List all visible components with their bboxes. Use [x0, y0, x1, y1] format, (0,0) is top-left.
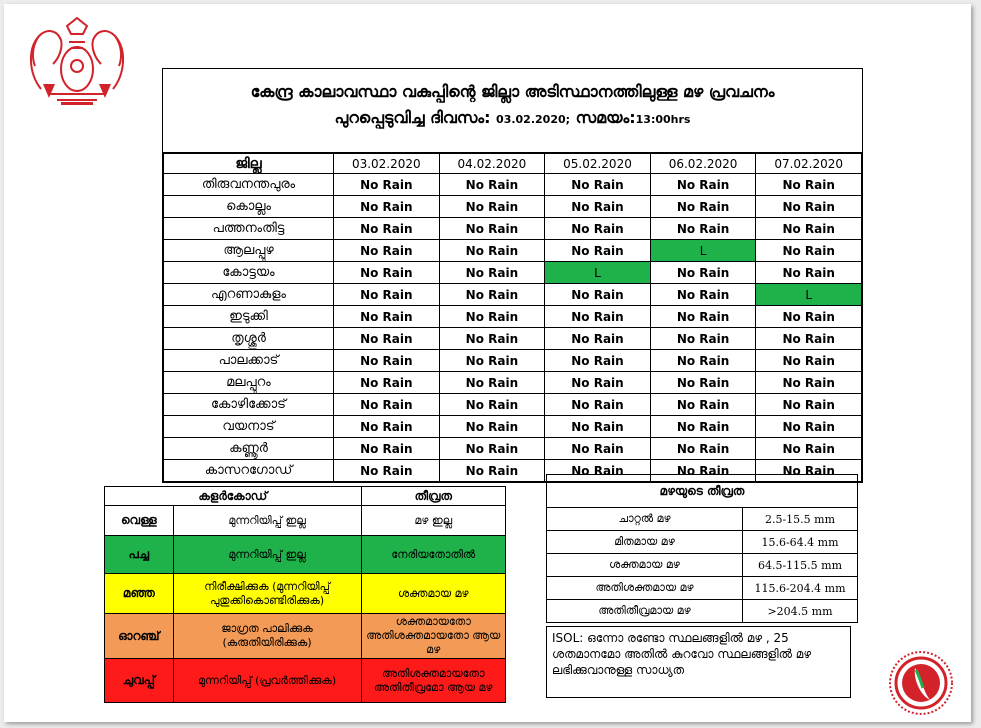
- intensity-range: 115.6-204.4 mm: [743, 577, 858, 600]
- table-row: [164, 416, 862, 438]
- forecast-cell: No Rain: [756, 438, 862, 460]
- forecast-cell: No Rain: [650, 460, 756, 482]
- forecast-cell: No Rain: [545, 306, 651, 328]
- forecast-cell: L: [545, 262, 651, 284]
- forecast-cell: No Rain: [545, 240, 651, 262]
- table-row: [164, 306, 862, 328]
- time-label: സമയം:: [575, 108, 636, 127]
- district-name: കോട്ടയം: [164, 262, 334, 284]
- color-name: വെള്ള: [105, 506, 174, 536]
- district-name: കോഴിക്കോട്: [164, 394, 334, 416]
- forecast-cell: No Rain: [439, 284, 545, 306]
- district-name: തിരുവനന്തപുരം: [164, 174, 334, 196]
- district-name: കണ്ണൂർ: [164, 438, 334, 460]
- forecast-cell: No Rain: [545, 350, 651, 372]
- forecast-panel: [162, 68, 863, 483]
- kerala-emblem-icon: [21, 14, 133, 110]
- forecast-cell: No Rain: [545, 372, 651, 394]
- alert-text: ജാഗ്രത പാലിക്കുക (കരുതിയിരിക്കുക): [173, 614, 361, 659]
- forecast-cell: No Rain: [650, 218, 756, 240]
- forecast-cell: No Rain: [756, 306, 862, 328]
- forecast-cell: No Rain: [439, 394, 545, 416]
- table-row: [164, 240, 862, 262]
- forecast-cell: No Rain: [756, 262, 862, 284]
- intensity-label: അതിശക്തമായ മഴ: [547, 577, 743, 600]
- forecast-cell: No Rain: [756, 218, 862, 240]
- forecast-cell: No Rain: [650, 328, 756, 350]
- forecast-cell: No Rain: [545, 218, 651, 240]
- forecast-cell: No Rain: [650, 262, 756, 284]
- forecast-cell: No Rain: [756, 240, 862, 262]
- intensity-range: 2.5-15.5 mm: [743, 508, 858, 531]
- forecast-cell: No Rain: [439, 460, 545, 482]
- table-row: [164, 262, 862, 284]
- date-column-header: 04.02.2020: [439, 154, 545, 174]
- district-name: പാലക്കാട്: [164, 350, 334, 372]
- table-row: [164, 394, 862, 416]
- color-name: ഓറഞ്ച്: [105, 614, 174, 659]
- forecast-cell: No Rain: [545, 438, 651, 460]
- color-name: പച്ച: [105, 536, 174, 574]
- issued-line: [163, 108, 862, 128]
- forecast-cell: No Rain: [545, 460, 651, 482]
- forecast-cell: No Rain: [545, 416, 651, 438]
- intensity-label: അതിതീവ്രമായ മഴ: [547, 600, 743, 623]
- table-row: [164, 328, 862, 350]
- forecast-cell: No Rain: [756, 196, 862, 218]
- forecast-cell: No Rain: [334, 372, 440, 394]
- forecast-cell: No Rain: [545, 284, 651, 306]
- alert-text: മുന്നറിയിപ്പ് ഇല്ല: [173, 536, 361, 574]
- forecast-cell: No Rain: [334, 328, 440, 350]
- time-value: 13:00hrs: [635, 113, 691, 126]
- issued-label: പുറപ്പെടുവിച്ച ദിവസം:: [334, 108, 491, 127]
- forecast-cell: No Rain: [334, 284, 440, 306]
- forecast-cell: No Rain: [439, 372, 545, 394]
- district-name: തൃശ്ശൂർ: [164, 328, 334, 350]
- intensity-range: >204.5 mm: [743, 600, 858, 623]
- forecast-cell: No Rain: [756, 328, 862, 350]
- forecast-header-row: [164, 154, 862, 174]
- slide: [4, 4, 971, 722]
- alert-text: മുന്നറിയിപ്പ് (പ്രവർത്തിക്കുക): [173, 659, 361, 703]
- district-name: വയനാട്: [164, 416, 334, 438]
- forecast-cell: No Rain: [439, 416, 545, 438]
- intensity-text: മഴ ഇല്ല: [361, 506, 505, 536]
- forecast-cell: L: [756, 284, 862, 306]
- intensity-label: മിതമായ മഴ: [547, 531, 743, 554]
- forecast-cell: No Rain: [756, 174, 862, 196]
- forecast-cell: No Rain: [545, 328, 651, 350]
- intensity-row: [547, 577, 858, 600]
- forecast-cell: No Rain: [439, 196, 545, 218]
- forecast-cell: No Rain: [334, 196, 440, 218]
- table-row: [164, 284, 862, 306]
- date-column-header: 05.02.2020: [545, 154, 651, 174]
- color-code-row: [105, 614, 506, 659]
- forecast-cell: No Rain: [545, 394, 651, 416]
- forecast-cell: No Rain: [439, 240, 545, 262]
- forecast-cell: No Rain: [650, 438, 756, 460]
- intensity-range: 15.6-64.4 mm: [743, 531, 858, 554]
- forecast-cell: No Rain: [650, 350, 756, 372]
- forecast-cell: No Rain: [334, 240, 440, 262]
- issued-date: 03.02.2020;: [496, 113, 571, 126]
- forecast-cell: No Rain: [439, 438, 545, 460]
- forecast-cell: No Rain: [334, 350, 440, 372]
- color-code-table: [104, 486, 506, 703]
- forecast-header: [163, 82, 862, 153]
- forecast-cell: No Rain: [334, 460, 440, 482]
- rain-intensity-table: [546, 474, 858, 623]
- color-name: മഞ്ഞ: [105, 574, 174, 614]
- color-name: ചുവപ്പ്: [105, 659, 174, 703]
- forecast-cell: No Rain: [439, 350, 545, 372]
- intensity-text: ശക്തമായ മഴ: [361, 574, 505, 614]
- isol-note: ISOL: ഒന്നോ രണ്ടോ സ്ഥലങ്ങളിൽ മഴ , 25 ശതമാനമോ അതിൽ കുറവോ സ്ഥലങ്ങളിൽ മഴ ലഭിക്കുവാനുള്ള സാധ്യത: [546, 626, 851, 698]
- table-row: [164, 350, 862, 372]
- intensity-row: [547, 531, 858, 554]
- color-code-header: കളർകോഡ്: [105, 487, 362, 506]
- intensity-row: [547, 600, 858, 623]
- intensity-title: മഴയുടെ തീവ്രത: [547, 475, 858, 508]
- forecast-table: [163, 153, 862, 482]
- forecast-cell: No Rain: [439, 174, 545, 196]
- color-code-row: [105, 506, 506, 536]
- page-title: കേന്ദ്ര കാലാവസ്ഥാ വകുപ്പിന്റെ ജില്ലാ അടിസ്ഥാനത്തിലുള്ള മഴ പ്രവചനം: [250, 82, 775, 101]
- intensity-row: [547, 508, 858, 531]
- forecast-cell: No Rain: [650, 174, 756, 196]
- intensity-header: തീവ്രത: [361, 487, 505, 506]
- district-name: ഇടുക്കി: [164, 306, 334, 328]
- table-row: [164, 218, 862, 240]
- intensity-label: ശക്തമായ മഴ: [547, 554, 743, 577]
- table-row: [164, 174, 862, 196]
- intensity-range: 64.5-115.5 mm: [743, 554, 858, 577]
- district-name: കൊല്ലം: [164, 196, 334, 218]
- table-row: [164, 196, 862, 218]
- color-code-row: [105, 536, 506, 574]
- forecast-cell: No Rain: [650, 416, 756, 438]
- intensity-text: നേരിയതോതിൽ: [361, 536, 505, 574]
- forecast-cell: No Rain: [334, 262, 440, 284]
- forecast-cell: No Rain: [650, 284, 756, 306]
- forecast-cell: L: [650, 240, 756, 262]
- forecast-cell: No Rain: [439, 306, 545, 328]
- alert-text: മുന്നറിയിപ്പ് ഇല്ല: [173, 506, 361, 536]
- forecast-cell: No Rain: [334, 218, 440, 240]
- forecast-cell: No Rain: [439, 328, 545, 350]
- district-name: കാസറഗോഡ്: [164, 460, 334, 482]
- intensity-title-row: [547, 475, 858, 508]
- table-row: [164, 372, 862, 394]
- alert-text: നിരീക്ഷിക്കുക (മുന്നറിയിപ്പ് പുതുക്കികൊണ്ടിരിക്കുക): [173, 574, 361, 614]
- date-column-header: 06.02.2020: [650, 154, 756, 174]
- date-column-header: 07.02.2020: [756, 154, 862, 174]
- district-name: എറണാകുളം: [164, 284, 334, 306]
- district-name: മലപ്പുറം: [164, 372, 334, 394]
- forecast-cell: No Rain: [439, 218, 545, 240]
- forecast-cell: No Rain: [334, 174, 440, 196]
- forecast-cell: No Rain: [439, 262, 545, 284]
- forecast-cell: No Rain: [650, 372, 756, 394]
- ksdma-logo-icon: [888, 650, 954, 716]
- color-code-header-row: [105, 487, 506, 506]
- forecast-cell: No Rain: [334, 306, 440, 328]
- forecast-cell: No Rain: [334, 416, 440, 438]
- forecast-cell: No Rain: [756, 350, 862, 372]
- forecast-cell: No Rain: [650, 196, 756, 218]
- forecast-cell: No Rain: [650, 306, 756, 328]
- forecast-cell: No Rain: [334, 438, 440, 460]
- forecast-cell: No Rain: [756, 460, 862, 482]
- intensity-label: ചാറ്റൽ മഴ: [547, 508, 743, 531]
- date-column-header: 03.02.2020: [334, 154, 440, 174]
- intensity-row: [547, 554, 858, 577]
- district-column-header: ജില്ല: [164, 154, 334, 174]
- color-code-row: [105, 574, 506, 614]
- forecast-cell: No Rain: [756, 372, 862, 394]
- forecast-cell: No Rain: [756, 394, 862, 416]
- district-name: ആലപ്പുഴ: [164, 240, 334, 262]
- forecast-cell: No Rain: [334, 394, 440, 416]
- intensity-text: ശക്തമായതോ അതിശക്തമായതോ ആയ മഴ: [361, 614, 505, 659]
- forecast-cell: No Rain: [756, 416, 862, 438]
- forecast-cell: No Rain: [650, 394, 756, 416]
- district-name: പത്തനംതിട്ട: [164, 218, 334, 240]
- forecast-cell: No Rain: [545, 174, 651, 196]
- forecast-cell: No Rain: [545, 196, 651, 218]
- color-code-row: [105, 659, 506, 703]
- table-row: [164, 438, 862, 460]
- intensity-text: അതിശക്തമായതോ അതിതീവ്രമോ ആയ മഴ: [361, 659, 505, 703]
